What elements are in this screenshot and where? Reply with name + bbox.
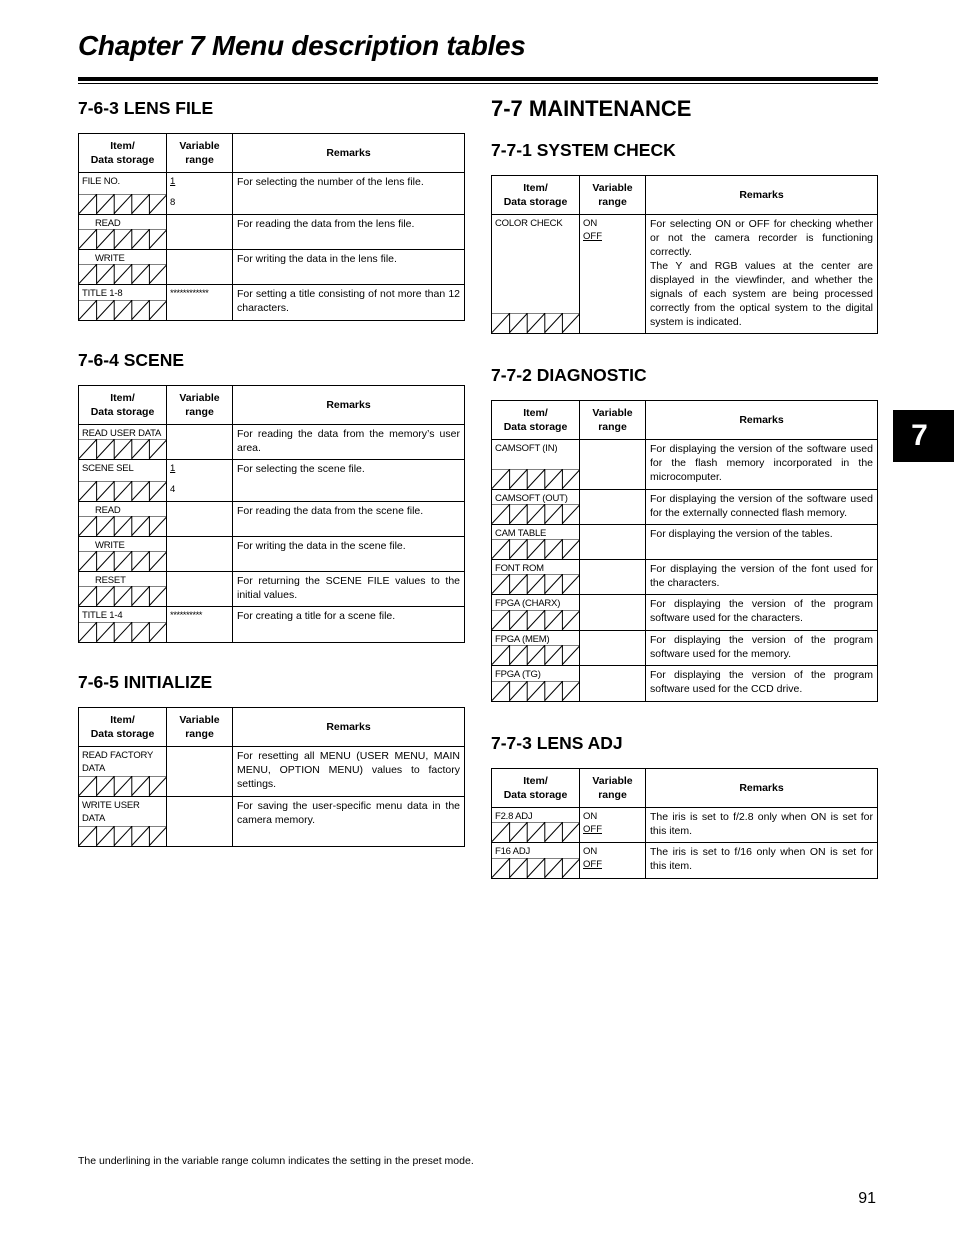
range-min: 1 (170, 176, 176, 187)
option-off-preset: OFF (583, 824, 602, 835)
remarks-cell: For selecting the scene file. (233, 460, 465, 502)
remarks-cell: For writing the data in the scene file. (233, 537, 465, 572)
item-name: FILE NO. (82, 176, 120, 187)
table-row (492, 215, 878, 334)
header-rule (78, 77, 878, 81)
option-on: ON (583, 218, 598, 229)
table-row (79, 572, 465, 607)
remarks-header: Remarks (646, 769, 878, 808)
variable-range-cell (167, 215, 233, 250)
table-header-row (79, 134, 465, 173)
data-storage-slashes (492, 681, 580, 701)
option-off-preset: OFF (583, 859, 602, 870)
item-cell (492, 631, 580, 666)
item-cell (492, 440, 580, 490)
item-cell (492, 215, 580, 334)
variable-range-cell (580, 525, 646, 560)
item-name: CAM TABLE (495, 528, 547, 539)
table-row (79, 607, 465, 643)
remarks-cell: The iris is set to f/16 only when ON is set for this item. (646, 843, 878, 879)
data-storage-slashes (79, 586, 167, 606)
remarks-cell: For displaying the version of the program software used for the characters. (646, 595, 878, 631)
diagnostic-table (491, 400, 878, 702)
table-row (492, 666, 878, 702)
initialize-table (78, 707, 465, 847)
item-name: COLOR CHECK (495, 218, 563, 229)
table-row (79, 502, 465, 537)
remarks-cell: For resetting all MENU (USER MENU, MAIN MENU, OPTION MENU) values to factory settings. (233, 747, 465, 797)
variable-range-header: Variable range (580, 401, 646, 440)
lens-adj-table (491, 768, 878, 879)
remarks-cell: For displaying the version of the software used for the flash memory incorporated in the microcomputer. (646, 440, 878, 490)
item-cell (79, 425, 167, 460)
data-storage-slashes (492, 645, 580, 665)
item-cell (79, 572, 167, 607)
variable-range-header: Variable range (167, 386, 233, 425)
item-cell (79, 797, 167, 847)
variable-range-header: Variable range (167, 134, 233, 173)
range-max: 8 (170, 197, 176, 208)
item-header: Item/ Data storage (492, 176, 580, 215)
table-row (492, 631, 878, 666)
variable-range-cell (580, 440, 646, 490)
variable-range-cell (580, 490, 646, 525)
item-name: WRITE USER DATA (82, 800, 140, 824)
item-cell (492, 525, 580, 560)
data-storage-slashes (79, 300, 167, 320)
remarks-cell: For reading the data from the scene file. (233, 502, 465, 537)
scene-heading: 7-6-4 SCENE (78, 350, 185, 370)
variable-range-cell (580, 843, 646, 879)
table-row (79, 747, 465, 797)
variable-range-header: Variable range (580, 769, 646, 808)
table-row (79, 173, 465, 215)
variable-range-cell (580, 215, 646, 334)
item-name: FPGA (TG) (495, 669, 541, 680)
remarks-cell: For displaying the version of the software used for the externally connected flash memory. (646, 490, 878, 525)
item-header: Item/ Data storage (79, 708, 167, 747)
item-cell (79, 250, 167, 285)
range-min: 1 (170, 463, 176, 474)
title-placeholder: ************ (170, 288, 209, 299)
chapter-title: Chapter 7 Menu description tables (78, 30, 526, 61)
data-storage-slashes (492, 610, 580, 630)
data-storage-slashes (79, 826, 167, 846)
variable-range-cell (167, 460, 233, 502)
data-storage-slashes (79, 481, 167, 501)
data-storage-slashes (79, 439, 167, 459)
variable-range-cell (167, 250, 233, 285)
item-name: FPGA (MEM) (495, 634, 550, 645)
item-name: TITLE 1-8 (82, 288, 123, 299)
variable-range-cell (167, 173, 233, 215)
variable-range-cell (167, 572, 233, 607)
variable-range-cell (167, 607, 233, 643)
remarks-cell: For displaying the version of the tables. (646, 525, 878, 560)
data-storage-slashes (79, 264, 167, 284)
table-row (492, 808, 878, 843)
title-placeholder: ********** (170, 610, 202, 621)
remarks-cell: For setting a title consisting of not more than 12 characters. (233, 285, 465, 321)
data-storage-slashes (492, 504, 580, 524)
data-storage-slashes (79, 622, 167, 642)
table-row (79, 215, 465, 250)
variable-range-cell (167, 502, 233, 537)
item-cell (492, 560, 580, 595)
item-cell (79, 537, 167, 572)
table-row (79, 537, 465, 572)
remarks-cell: The iris is set to f/2.8 only when ON is set for this item. (646, 808, 878, 843)
item-cell (492, 843, 580, 879)
chapter-tab-marker: 7 (893, 410, 954, 462)
remarks-cell: For selecting the number of the lens file. (233, 173, 465, 215)
data-storage-slashes (492, 574, 580, 594)
remarks-cell: For selecting ON or OFF for checking whether or not the camera recorder is functioning correctly. The Y and RGB values at the center are displayed in the viewfinder, and whether the signals of each system are being processed correctly from the optical system to the digital system is indicated. (646, 215, 878, 334)
table-row (492, 525, 878, 560)
data-storage-slashes (492, 539, 580, 559)
item-name: FONT ROM (495, 563, 544, 574)
remarks-cell: For creating a title for a scene file. (233, 607, 465, 643)
item-cell (492, 595, 580, 631)
table-row (79, 250, 465, 285)
item-name: F16 ADJ (495, 846, 531, 857)
option-on: ON (583, 811, 598, 822)
item-cell (79, 460, 167, 502)
variable-range-cell (580, 666, 646, 702)
item-cell (492, 666, 580, 702)
left-column (78, 97, 465, 847)
table-header-row (79, 386, 465, 425)
table-header-row (492, 176, 878, 215)
diagnostic-heading: 7-7-2 DIAGNOSTIC (491, 365, 647, 385)
variable-range-cell (167, 537, 233, 572)
data-storage-slashes (492, 822, 580, 842)
option-off-preset: OFF (583, 231, 602, 242)
table-header-row (79, 708, 465, 747)
data-storage-slashes (79, 229, 167, 249)
variable-range-cell (167, 285, 233, 321)
remarks-header: Remarks (233, 386, 465, 425)
page-number: 91 (858, 1190, 876, 1207)
item-cell (492, 808, 580, 843)
table-row (79, 460, 465, 502)
remarks-cell: For saving the user-specific menu data in the camera memory. (233, 797, 465, 847)
variable-range-header: Variable range (580, 176, 646, 215)
item-cell (492, 490, 580, 525)
item-cell (79, 285, 167, 321)
item-name: WRITE (95, 540, 125, 551)
table-row (79, 797, 465, 847)
item-name: FPGA (CHARX) (495, 598, 561, 609)
table-row (79, 285, 465, 321)
table-row (492, 440, 878, 490)
range-max: 4 (170, 484, 176, 495)
item-header: Item/ Data storage (492, 401, 580, 440)
header-rule-thin (78, 83, 878, 84)
item-name: F2.8 ADJ (495, 811, 533, 822)
table-row (79, 425, 465, 460)
variable-range-cell (167, 747, 233, 797)
remarks-header: Remarks (233, 708, 465, 747)
system-check-heading: 7-7-1 SYSTEM CHECK (491, 140, 676, 160)
footnote: The underlining in the variable range column indicates the setting in the preset mode. (78, 1155, 474, 1167)
table-row (492, 560, 878, 595)
remarks-cell: For displaying the version of the program software used for the CCD drive. (646, 666, 878, 702)
lens-file-table (78, 133, 465, 321)
variable-range-cell (580, 808, 646, 843)
data-storage-slashes (492, 858, 580, 878)
item-name: CAMSOFT (IN) (495, 443, 558, 454)
initialize-heading: 7-6-5 INITIALIZE (78, 672, 213, 692)
data-storage-slashes (79, 516, 167, 536)
variable-range-cell (167, 425, 233, 460)
table-row (492, 490, 878, 525)
variable-range-cell (167, 797, 233, 847)
table-header-row (492, 769, 878, 808)
remarks-header: Remarks (233, 134, 465, 173)
remarks-cell: For displaying the version of the font used for the characters. (646, 560, 878, 595)
remarks-cell: For reading the data from the memory’s user area. (233, 425, 465, 460)
right-column (491, 95, 878, 879)
data-storage-slashes (79, 776, 167, 796)
item-cell (79, 173, 167, 215)
item-cell (79, 607, 167, 643)
item-header: Item/ Data storage (492, 769, 580, 808)
maintenance-heading: 7-7 MAINTENANCE (491, 96, 692, 121)
remarks-cell: For displaying the version of the program software used for the memory. (646, 631, 878, 666)
data-storage-slashes (79, 194, 167, 214)
item-cell (79, 747, 167, 797)
variable-range-cell (580, 560, 646, 595)
item-name: SCENE SEL (82, 463, 134, 474)
lens-adj-heading: 7-7-3 LENS ADJ (491, 733, 623, 753)
data-storage-slashes (79, 551, 167, 571)
remarks-header: Remarks (646, 176, 878, 215)
item-name: READ FACTORY DATA (82, 750, 154, 774)
item-name: READ (95, 505, 121, 516)
item-header: Item/ Data storage (79, 386, 167, 425)
data-storage-slashes (492, 469, 580, 489)
variable-range-header: Variable range (167, 708, 233, 747)
lens-file-heading: 7-6-3 LENS FILE (78, 98, 214, 118)
variable-range-cell (580, 595, 646, 631)
item-header: Item/ Data storage (79, 134, 167, 173)
data-storage-slashes (492, 313, 580, 333)
item-name: CAMSOFT (OUT) (495, 493, 568, 504)
system-check-table (491, 175, 878, 334)
item-name: WRITE (95, 253, 125, 264)
item-name: READ (95, 218, 121, 229)
item-name: RESET (95, 575, 126, 586)
table-row (492, 843, 878, 879)
remarks-cell: For writing the data in the lens file. (233, 250, 465, 285)
remarks-cell: For returning the SCENE FILE values to the initial values. (233, 572, 465, 607)
item-name: READ USER DATA (82, 428, 162, 439)
item-name: TITLE 1-4 (82, 610, 123, 621)
table-header-row (492, 401, 878, 440)
option-on: ON (583, 846, 598, 857)
table-row (492, 595, 878, 631)
variable-range-cell (580, 631, 646, 666)
scene-table (78, 385, 465, 643)
item-cell (79, 502, 167, 537)
item-cell (79, 215, 167, 250)
remarks-header: Remarks (646, 401, 878, 440)
remarks-cell: For reading the data from the lens file. (233, 215, 465, 250)
